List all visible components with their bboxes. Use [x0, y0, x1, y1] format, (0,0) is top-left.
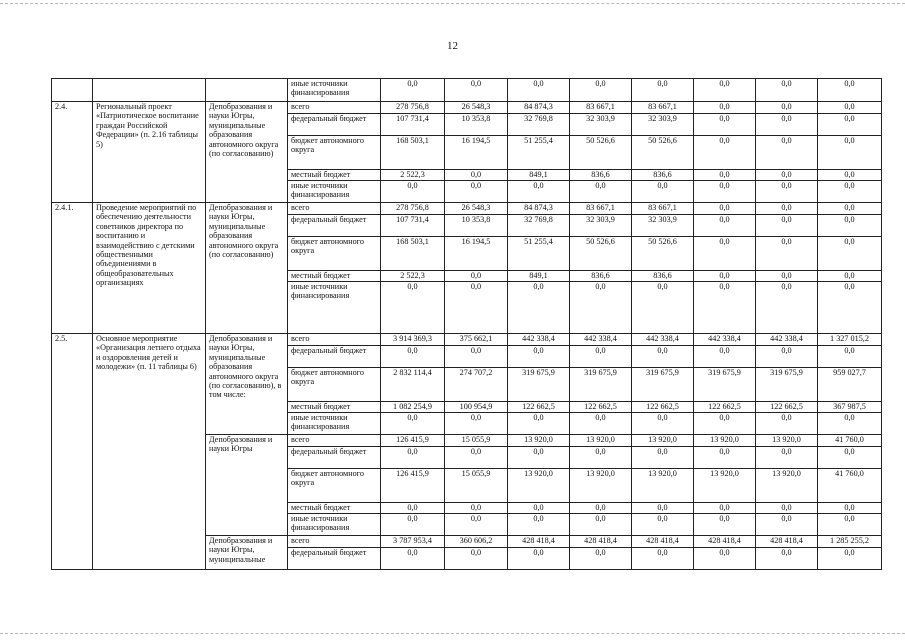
funding-source-cell: иные источники финансирования: [288, 413, 381, 435]
value-cell: 84 874,3: [508, 203, 570, 215]
value-cell: 442 338,4: [508, 334, 570, 346]
value-cell: 168 503,1: [381, 237, 445, 271]
value-cell: 0,0: [508, 79, 570, 102]
value-cell: 10 353,8: [445, 215, 508, 237]
value-cell: 0,0: [570, 79, 632, 102]
funding-source-cell: местный бюджет: [288, 271, 381, 282]
value-cell: 360 606,2: [445, 536, 508, 548]
value-cell: 83 667,1: [632, 203, 694, 215]
value-cell: 0,0: [694, 170, 756, 181]
value-cell: 428 418,4: [694, 536, 756, 548]
measure-name-cell: [93, 79, 206, 102]
funding-source-cell: иные источники финансирования: [288, 514, 381, 536]
value-cell: 0,0: [694, 102, 756, 114]
table-row: [52, 203, 882, 215]
value-cell: 0,0: [381, 514, 445, 536]
value-cell: 836,6: [570, 271, 632, 282]
funding-source-cell: всего: [288, 203, 381, 215]
measure-name-cell: Региональный проект «Патриотическое воспитание граждан Российской Федерации» (п. 2.16 таблицы 5): [93, 102, 206, 203]
value-cell: 122 662,5: [694, 402, 756, 413]
value-cell: 0,0: [818, 282, 882, 334]
value-cell: 32 303,9: [570, 215, 632, 237]
value-cell: 0,0: [756, 346, 818, 368]
value-cell: 0,0: [570, 346, 632, 368]
value-cell: 0,0: [445, 170, 508, 181]
value-cell: 0,0: [381, 79, 445, 102]
value-cell: 32 769,8: [508, 114, 570, 136]
funding-source-cell: иные источники финансирования: [288, 181, 381, 203]
value-cell: 319 675,9: [756, 368, 818, 402]
value-cell: 100 954,9: [445, 402, 508, 413]
value-cell: 0,0: [756, 503, 818, 514]
value-cell: 0,0: [632, 181, 694, 203]
value-cell: 0,0: [508, 548, 570, 570]
value-cell: 0,0: [445, 346, 508, 368]
value-cell: 0,0: [694, 548, 756, 570]
row-number-cell: 2.4.: [52, 102, 93, 203]
value-cell: 0,0: [756, 114, 818, 136]
value-cell: 0,0: [445, 413, 508, 435]
value-cell: 51 255,4: [508, 136, 570, 170]
value-cell: 0,0: [445, 447, 508, 469]
value-cell: 0,0: [818, 170, 882, 181]
value-cell: 0,0: [632, 413, 694, 435]
value-cell: 0,0: [756, 447, 818, 469]
executor-cell: Депобразования и науки Югры, муниципальные образования автономного округа (по согласованию): [206, 102, 288, 203]
value-cell: 319 675,9: [632, 368, 694, 402]
funding-source-cell: иные источники финансирования: [288, 282, 381, 334]
value-cell: 0,0: [381, 346, 445, 368]
value-cell: 0,0: [756, 203, 818, 215]
value-cell: 0,0: [632, 548, 694, 570]
value-cell: 0,0: [694, 181, 756, 203]
funding-source-cell: федеральный бюджет: [288, 548, 381, 570]
funding-source-cell: местный бюджет: [288, 503, 381, 514]
value-cell: 0,0: [756, 271, 818, 282]
value-cell: 13 920,0: [570, 435, 632, 447]
row-number-cell: 2.4.1.: [52, 203, 93, 334]
value-cell: 428 418,4: [756, 536, 818, 548]
value-cell: 0,0: [632, 79, 694, 102]
value-cell: 32 303,9: [632, 114, 694, 136]
value-cell: 836,6: [632, 170, 694, 181]
value-cell: 0,0: [381, 282, 445, 334]
value-cell: 0,0: [818, 181, 882, 203]
value-cell: 0,0: [445, 271, 508, 282]
value-cell: 3 787 953,4: [381, 536, 445, 548]
value-cell: 0,0: [694, 114, 756, 136]
value-cell: 0,0: [445, 548, 508, 570]
value-cell: 83 667,1: [570, 203, 632, 215]
value-cell: 13 920,0: [756, 469, 818, 503]
value-cell: 442 338,4: [570, 334, 632, 346]
executor-cell: Депобразования и науки Югры, муниципальные образования автономного округа (по согласованию), в том числе:: [206, 334, 288, 435]
value-cell: 0,0: [570, 447, 632, 469]
value-cell: 0,0: [381, 503, 445, 514]
page-number: 12: [447, 40, 458, 52]
value-cell: 32 303,9: [570, 114, 632, 136]
value-cell: 41 760,0: [818, 435, 882, 447]
value-cell: 0,0: [694, 237, 756, 271]
value-cell: 0,0: [694, 271, 756, 282]
value-cell: 375 662,1: [445, 334, 508, 346]
value-cell: 0,0: [445, 79, 508, 102]
value-cell: 428 418,4: [570, 536, 632, 548]
value-cell: 1 082 254,9: [381, 402, 445, 413]
value-cell: 0,0: [818, 136, 882, 170]
row-number-cell: [52, 79, 93, 102]
funding-source-cell: всего: [288, 102, 381, 114]
value-cell: 15 055,9: [445, 435, 508, 447]
value-cell: 428 418,4: [508, 536, 570, 548]
value-cell: 0,0: [632, 514, 694, 536]
value-cell: 0,0: [381, 447, 445, 469]
funding-source-cell: бюджет автономного округа: [288, 368, 381, 402]
value-cell: 107 731,4: [381, 114, 445, 136]
value-cell: 0,0: [381, 181, 445, 203]
value-cell: 959 027,7: [818, 368, 882, 402]
value-cell: 3 914 369,3: [381, 334, 445, 346]
value-cell: 168 503,1: [381, 136, 445, 170]
value-cell: 0,0: [818, 447, 882, 469]
table-row: [52, 102, 882, 114]
value-cell: 319 675,9: [694, 368, 756, 402]
value-cell: 319 675,9: [508, 368, 570, 402]
value-cell: 41 760,0: [818, 469, 882, 503]
top-edge-line: [0, 3, 905, 4]
value-cell: 0,0: [756, 170, 818, 181]
value-cell: 83 667,1: [632, 102, 694, 114]
value-cell: 442 338,4: [632, 334, 694, 346]
table-row: [52, 79, 882, 102]
value-cell: 0,0: [632, 282, 694, 334]
value-cell: 849,1: [508, 271, 570, 282]
value-cell: 13 920,0: [632, 435, 694, 447]
value-cell: 0,0: [694, 447, 756, 469]
value-cell: 0,0: [694, 503, 756, 514]
value-cell: 1 327 015,2: [818, 334, 882, 346]
value-cell: 0,0: [445, 514, 508, 536]
value-cell: 428 418,4: [632, 536, 694, 548]
funding-source-cell: бюджет автономного округа: [288, 136, 381, 170]
value-cell: 126 415,9: [381, 435, 445, 447]
funding-source-cell: местный бюджет: [288, 170, 381, 181]
row-number-cell: 2.5.: [52, 334, 93, 570]
value-cell: 0,0: [756, 282, 818, 334]
value-cell: 13 920,0: [694, 469, 756, 503]
value-cell: 0,0: [508, 346, 570, 368]
value-cell: 0,0: [818, 503, 882, 514]
value-cell: 278 756,8: [381, 203, 445, 215]
value-cell: 836,6: [632, 271, 694, 282]
value-cell: 84 874,3: [508, 102, 570, 114]
value-cell: 0,0: [694, 282, 756, 334]
value-cell: 0,0: [445, 181, 508, 203]
value-cell: 0,0: [570, 503, 632, 514]
value-cell: 0,0: [632, 447, 694, 469]
value-cell: 0,0: [818, 413, 882, 435]
value-cell: 0,0: [508, 181, 570, 203]
value-cell: 122 662,5: [508, 402, 570, 413]
value-cell: 107 731,4: [381, 215, 445, 237]
value-cell: 0,0: [818, 548, 882, 570]
funding-source-cell: иные источники финансирования: [288, 79, 381, 102]
funding-source-cell: федеральный бюджет: [288, 447, 381, 469]
value-cell: 0,0: [570, 181, 632, 203]
funding-source-cell: федеральный бюджет: [288, 346, 381, 368]
value-cell: 0,0: [694, 79, 756, 102]
value-cell: 0,0: [694, 413, 756, 435]
value-cell: 0,0: [818, 114, 882, 136]
value-cell: 0,0: [632, 346, 694, 368]
value-cell: 13 920,0: [756, 435, 818, 447]
value-cell: 0,0: [756, 102, 818, 114]
executor-cell: Депобразования и науки Югры: [206, 435, 288, 536]
value-cell: 0,0: [818, 271, 882, 282]
value-cell: 0,0: [818, 346, 882, 368]
value-cell: 50 526,6: [570, 136, 632, 170]
value-cell: 126 415,9: [381, 469, 445, 503]
value-cell: 0,0: [756, 237, 818, 271]
value-cell: 0,0: [756, 215, 818, 237]
funding-source-cell: всего: [288, 536, 381, 548]
table-row: [52, 334, 882, 346]
value-cell: 0,0: [818, 102, 882, 114]
value-cell: 0,0: [756, 181, 818, 203]
value-cell: 2 522,3: [381, 271, 445, 282]
value-cell: 0,0: [570, 413, 632, 435]
executor-cell: Депобразования и науки Югры, муниципальные образования автономного округа (по согласованию): [206, 203, 288, 334]
value-cell: 2 832 114,4: [381, 368, 445, 402]
value-cell: 367 987,5: [818, 402, 882, 413]
funding-source-cell: всего: [288, 334, 381, 346]
funding-source-cell: местный бюджет: [288, 402, 381, 413]
value-cell: 274 707,2: [445, 368, 508, 402]
value-cell: 0,0: [756, 136, 818, 170]
value-cell: 0,0: [508, 447, 570, 469]
executor-cell: Депобразования и науки Югры, муниципальные: [206, 536, 288, 570]
value-cell: 26 548,3: [445, 203, 508, 215]
value-cell: 0,0: [756, 413, 818, 435]
measure-name-cell: Проведение мероприятий по обеспечению деятельности советников директора по воспитанию и взаимодействию с детскими общественными объединениями в общеобразовательных организациях: [93, 203, 206, 334]
value-cell: 15 055,9: [445, 469, 508, 503]
value-cell: 0,0: [508, 503, 570, 514]
value-cell: 0,0: [694, 346, 756, 368]
funding-source-cell: бюджет автономного округа: [288, 469, 381, 503]
value-cell: 13 920,0: [694, 435, 756, 447]
value-cell: 0,0: [381, 548, 445, 570]
value-cell: 2 522,3: [381, 170, 445, 181]
funding-source-cell: федеральный бюджет: [288, 114, 381, 136]
value-cell: 0,0: [694, 514, 756, 536]
value-cell: 122 662,5: [570, 402, 632, 413]
value-cell: 13 920,0: [632, 469, 694, 503]
value-cell: 0,0: [756, 79, 818, 102]
value-cell: 0,0: [818, 203, 882, 215]
value-cell: 0,0: [818, 215, 882, 237]
value-cell: 0,0: [445, 282, 508, 334]
value-cell: 13 920,0: [508, 469, 570, 503]
value-cell: 849,1: [508, 170, 570, 181]
value-cell: 0,0: [381, 413, 445, 435]
value-cell: 278 756,8: [381, 102, 445, 114]
value-cell: 442 338,4: [694, 334, 756, 346]
value-cell: 0,0: [756, 548, 818, 570]
bottom-edge-line: [0, 633, 905, 634]
budget-table: [51, 78, 882, 570]
value-cell: 50 526,6: [632, 237, 694, 271]
value-cell: 0,0: [445, 503, 508, 514]
value-cell: 0,0: [570, 548, 632, 570]
value-cell: 50 526,6: [632, 136, 694, 170]
executor-cell: [206, 79, 288, 102]
funding-source-cell: всего: [288, 435, 381, 447]
value-cell: 0,0: [508, 282, 570, 334]
value-cell: 0,0: [694, 136, 756, 170]
value-cell: 10 353,8: [445, 114, 508, 136]
value-cell: 836,6: [570, 170, 632, 181]
value-cell: 0,0: [508, 413, 570, 435]
value-cell: 0,0: [818, 237, 882, 271]
value-cell: 16 194,5: [445, 237, 508, 271]
value-cell: 0,0: [818, 514, 882, 536]
value-cell: 51 255,4: [508, 237, 570, 271]
value-cell: 319 675,9: [570, 368, 632, 402]
value-cell: 26 548,3: [445, 102, 508, 114]
value-cell: 0,0: [818, 79, 882, 102]
value-cell: 16 194,5: [445, 136, 508, 170]
value-cell: 83 667,1: [570, 102, 632, 114]
value-cell: 32 769,8: [508, 215, 570, 237]
funding-source-cell: федеральный бюджет: [288, 215, 381, 237]
value-cell: 0,0: [570, 282, 632, 334]
funding-source-cell: бюджет автономного округа: [288, 237, 381, 271]
value-cell: 50 526,6: [570, 237, 632, 271]
value-cell: 0,0: [694, 203, 756, 215]
value-cell: 0,0: [756, 514, 818, 536]
value-cell: 122 662,5: [632, 402, 694, 413]
value-cell: 0,0: [632, 503, 694, 514]
value-cell: 0,0: [570, 514, 632, 536]
value-cell: 0,0: [508, 514, 570, 536]
value-cell: 0,0: [694, 215, 756, 237]
value-cell: 13 920,0: [570, 469, 632, 503]
measure-name-cell: Основное мероприятие «Организация летнего отдыха и оздоровления детей и молодежи» (п. 11 таблицы 6): [93, 334, 206, 570]
value-cell: 122 662,5: [756, 402, 818, 413]
value-cell: 32 303,9: [632, 215, 694, 237]
value-cell: 1 285 255,2: [818, 536, 882, 548]
value-cell: 13 920,0: [508, 435, 570, 447]
value-cell: 442 338,4: [756, 334, 818, 346]
